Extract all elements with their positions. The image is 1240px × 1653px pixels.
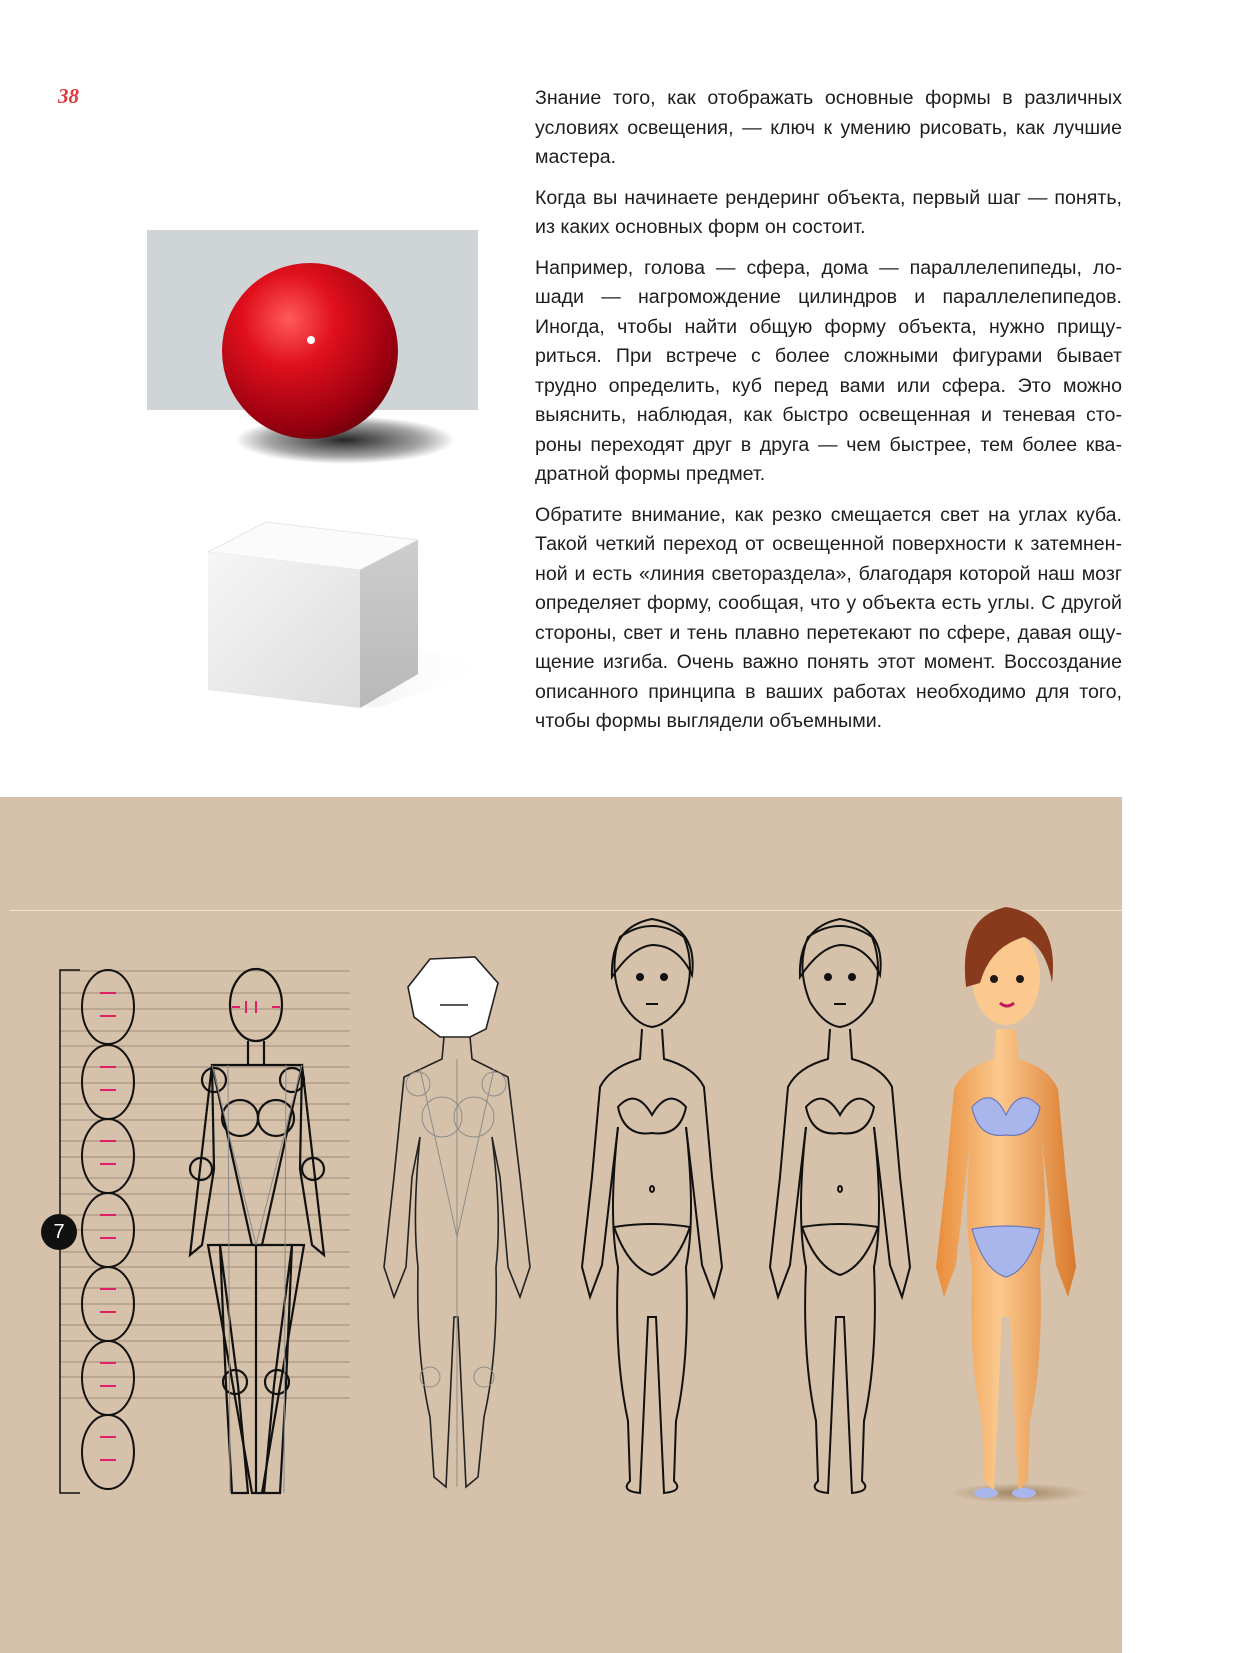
- page-number: 38: [58, 84, 79, 108]
- line-art-figure-1: [582, 919, 722, 1493]
- sphere-highlight: [307, 336, 315, 344]
- line-art-figure-2: [770, 919, 910, 1493]
- head-guide-lines: [60, 971, 350, 1398]
- figures-band: [0, 797, 1122, 1653]
- sphere: [222, 263, 398, 439]
- colored-figure: [936, 907, 1088, 1503]
- construction-figure-guides: [406, 1059, 506, 1487]
- paragraph-2: Когда вы начинаете рендеринг объекта, первый шаг — понять, из каких основных форм он состоит.: [535, 186, 1122, 238]
- cube-front: [208, 552, 360, 708]
- head-count-badge: 7: [41, 1214, 77, 1250]
- paragraph-4: Обратите внимание, как резко смещается свет на углах куба. Такой четкий переход от освещенной поверхности к затемненной и есть «линия светораздела», благодаря которой наш мозг определяет форму, сообщая, что у объекта есть углы. С другой стороны, свет и тень плавно перетекают по сфере, давая ощущение изгиба. Очень важно понять этот момент. Воссоздание описанного принципа в ваших работах необходимо для того, чтобы формы выглядели объемными.: [535, 503, 1122, 732]
- body-text: [535, 84, 1122, 748]
- paragraph-1: Знание того, как отображать основные формы в различных условиях освещения, — ключ к умению рисовать, как лучшие мастера.: [535, 87, 1122, 168]
- sphere-illustration: [140, 220, 500, 470]
- figure-proportion-drawings: [0, 797, 1122, 1653]
- stick-figure-marks: [232, 1001, 280, 1013]
- stick-figure: [190, 969, 324, 1493]
- paragraph-3: Например, голова — сфера, дома — параллелепипеды, лошади — нагромождение цилиндров и параллелепипедов. Иногда, чтобы найти общую форму объекта, нужно прищуриться. При встрече с более сложными фигурами бывает трудно определить, куб перед вами или сфера. Это можно выяснить, наблюдая, как быстро освещенная и теневая стороны переходят друг в друга — чем быстрее, тем более квадратной формы предмет.: [535, 256, 1122, 485]
- head-stack-marks: [100, 993, 116, 1460]
- cube-illustration: [178, 518, 498, 718]
